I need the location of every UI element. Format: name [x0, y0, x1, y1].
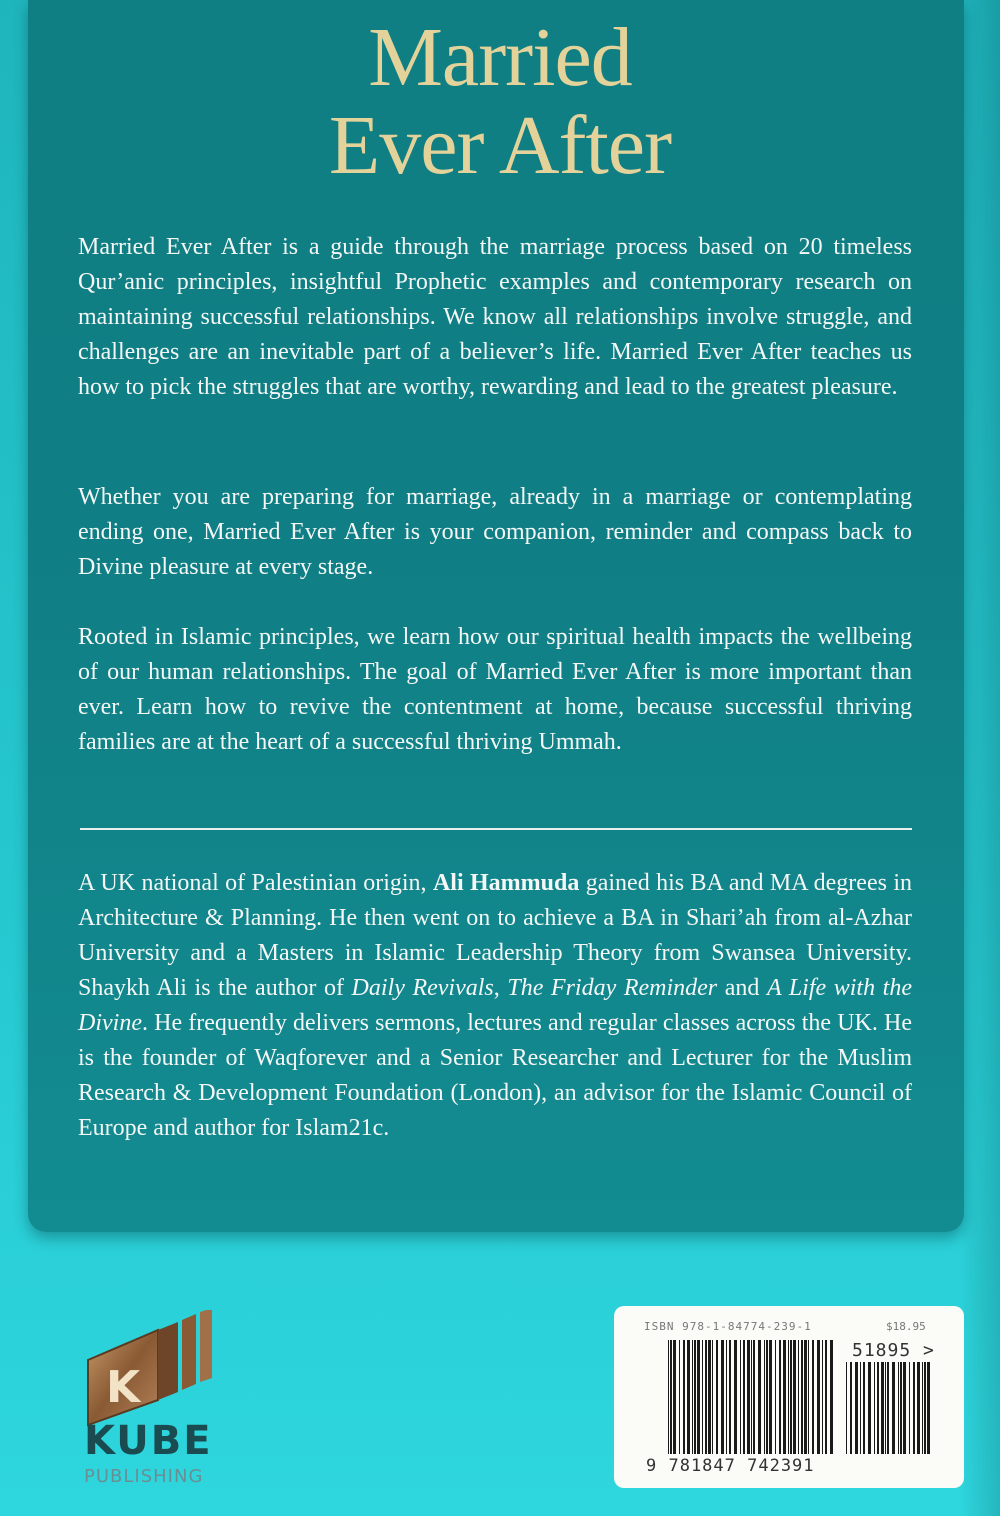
barcode-bar [874, 1362, 875, 1454]
author-name: Ali Hammuda [432, 870, 580, 896]
isbn-number: ISBN 978-1-84774-239-1 [644, 1320, 812, 1333]
barcode-bar [917, 1362, 920, 1454]
barcode-bar [670, 1340, 672, 1454]
barcode-bar [743, 1340, 745, 1454]
barcode-bar [740, 1340, 741, 1454]
barcode-bar [766, 1340, 768, 1454]
barcode-bar [790, 1340, 792, 1454]
barcode-addon: 51895 > [852, 1340, 935, 1361]
barcode-bar [729, 1340, 731, 1454]
author-bio [78, 866, 912, 1146]
barcode-bar [673, 1340, 676, 1454]
publisher-name: KUBE [84, 1418, 213, 1464]
spine-shade [960, 0, 1000, 1516]
book-life-with-divine: A Life with the Divine [78, 975, 913, 1036]
barcode-bar [764, 1340, 765, 1454]
price: $18.95 [886, 1320, 926, 1333]
barcode-bar [708, 1340, 711, 1454]
bio-part-2: gained his BA and MA degrees in Architecture & Planning. He then went on to achieve a BA in Shari’ah from al-Azhar University and a Masters in Islamic Leadership Theory from Swansea University. Shaykh Ali is the author of [78, 870, 913, 1001]
barcode-bar [892, 1362, 895, 1454]
barcode-bar [687, 1340, 690, 1454]
barcode-bar [679, 1340, 680, 1454]
book-title [0, 11, 1000, 192]
barcode-bar [705, 1340, 707, 1454]
barcode-bar [922, 1362, 923, 1454]
bio-intro: A UK national of Palestinian origin, [78, 870, 433, 896]
logo-letter: K [106, 1362, 141, 1413]
barcode-bar [830, 1340, 833, 1454]
barcode-bar [927, 1362, 930, 1454]
bio-sep-1: , [493, 975, 508, 1001]
barcode-bar [855, 1362, 858, 1454]
barcode-addon-bars [846, 1362, 930, 1454]
book-friday-reminder: The Friday Reminder [507, 975, 718, 1001]
barcode-bar [668, 1340, 669, 1454]
barcode-bar [885, 1362, 886, 1454]
barcode-bar [702, 1340, 703, 1454]
barcode-bar [694, 1340, 696, 1454]
barcode-bar [817, 1340, 820, 1454]
barcode-bar [850, 1362, 852, 1454]
barcode-bar [775, 1340, 776, 1454]
barcode-bar [758, 1340, 761, 1454]
barcode-bar [753, 1340, 755, 1454]
barcode-bar [808, 1340, 809, 1454]
barcode-bar [881, 1362, 884, 1454]
bio-part-3: . He frequently delivers sermons, lectures and regular classes across the UK. He is the founder of Waqforever and a Senior Researcher and Lecturer for the Muslim Research & Development Foundation (London), an advisor for the Islamic Council of Europe and author for Islam21c. [78, 1010, 912, 1141]
barcode-bars [668, 1340, 834, 1454]
barcode-bar [909, 1362, 910, 1454]
barcode-bar [822, 1340, 823, 1454]
barcode-bar [692, 1340, 693, 1454]
barcode-bar [913, 1362, 915, 1454]
barcode-bar [798, 1340, 799, 1454]
barcode-bar [683, 1340, 685, 1454]
book-daily-revivals: Daily Revivals [351, 975, 494, 1001]
barcode-bar [721, 1340, 724, 1454]
barcode-bar [726, 1340, 727, 1454]
barcode-bar [783, 1340, 786, 1454]
blurb-paragraph-3: Rooted in Islamic principles, we learn how our spiritual health impacts the wellbeing of our human relationships. The goal of Married Ever After is more important than ever. Learn how to revive the contentment at home, because successful thriving families are at the heart of a successful thriving Ummah. [78, 624, 912, 755]
barcode-bar [887, 1362, 889, 1454]
ean-digits: 9 781847 742391 [646, 1456, 815, 1476]
barcode-bar [793, 1340, 796, 1454]
barcode-bar [751, 1340, 752, 1454]
publisher-subtitle: PUBLISHING [84, 1466, 204, 1487]
barcode-bar [825, 1340, 827, 1454]
barcode-bar [747, 1340, 750, 1454]
barcode-bar [788, 1340, 789, 1454]
section-divider [80, 828, 912, 830]
title-line-1: Married [368, 11, 632, 104]
barcode-bar [903, 1362, 906, 1454]
barcode-bar [734, 1340, 737, 1454]
barcode-bar [716, 1340, 718, 1454]
barcode-bar [812, 1340, 814, 1454]
barcode-bar [801, 1340, 803, 1454]
barcode-bar [779, 1340, 781, 1454]
barcode-bar [804, 1340, 807, 1454]
barcode-bar [712, 1340, 713, 1454]
bio-sep-2: and [717, 975, 767, 1001]
barcode-bar [868, 1362, 871, 1454]
barcode-bar [697, 1340, 700, 1454]
barcode-bar [877, 1362, 879, 1454]
barcode-bar [846, 1362, 847, 1454]
blurb-paragraph-1: Married Ever After is a guide through the marriage process based on 20 timeless Qur’anic principles, insightful Prophetic examples and contemporary research on maintaining successful relationships. We know all relationships involve struggle, and challenges are an inevitable part of a believer’s life. Married Ever After teaches us how to pick the struggles that are worthy, rewarding and lead to the greatest pleasure. [78, 234, 912, 400]
barcode-bar [924, 1362, 926, 1454]
barcode-bar [898, 1362, 899, 1454]
blurb-paragraph-2: Whether you are preparing for marriage, already in a marriage or contemplating ending one, Married Ever After is your companion, reminder and compass back to Divine pleasure at every stage. [78, 484, 912, 580]
title-line-2: Ever After [328, 99, 672, 192]
barcode-bar [900, 1362, 902, 1454]
barcode-bar [860, 1362, 861, 1454]
barcode-bar [769, 1340, 772, 1454]
barcode-bar [863, 1362, 865, 1454]
